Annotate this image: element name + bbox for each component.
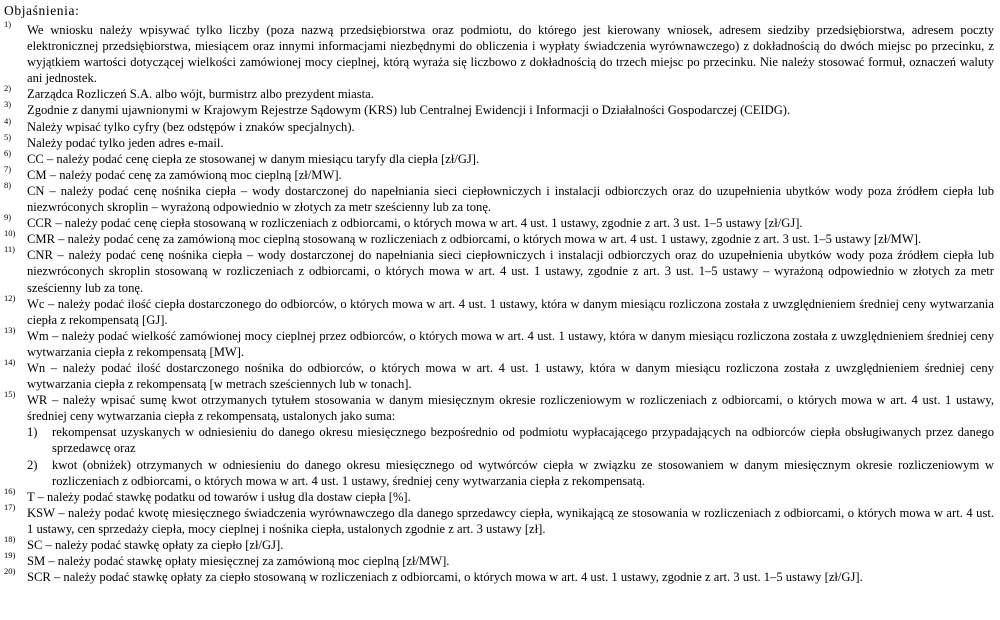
- footnote-text: SM – należy podać stawkę opłaty miesięcznej za zamówioną moc cieplną [zł/MW].: [27, 554, 450, 569]
- footnote-item: [4, 324, 994, 360]
- footnote-number: 13): [4, 324, 16, 335]
- footnote-number: 2): [4, 83, 12, 94]
- footnote-text: Wm – należy podać wielkość zamówionej mocy cieplnej przez odbiorców, o których mowa w art. 4 ust. 1 ustawy, która w danym miesiącu rozliczona została z uwzględnieniem średniej ceny wytwarzania ciepła z rekompensatą [MW].: [27, 328, 994, 359]
- footnote-number: 14): [4, 356, 16, 367]
- footnote-subitem: [27, 457, 994, 489]
- footnote-text: We wniosku należy wpisywać tylko liczby (poza nazwą przedsiębiorstwa oraz podmiotu, do którego jest kierowany wniosek, adresem siedziby przedsiębiorstwa, adresem poczty elektronicznej przedsiębiorstwa, miesiącem oraz innymi informacjami niezbędnymi do obliczenia i wypłaty świadczenia wyrównawczego) z dokładnością do dwóch miejsc po przecinku, z wyjątkiem wartości dotyczącej wielkości zamówionej mocy cieplnej, którą wyraża się liczbowo z dokładnością do trzech miejsc po przecinku. Nie należy stosować formuł, oznaczeń waluty ani jednostek.: [27, 23, 994, 86]
- footnote-number: 17): [4, 501, 16, 512]
- footnote-item: [4, 501, 994, 537]
- footnote-number: 9): [4, 212, 12, 223]
- footnote-number: 11): [4, 244, 16, 255]
- footnote-sublist: [27, 424, 994, 488]
- footnote-number: 18): [4, 534, 16, 544]
- footnote-number: 15): [4, 389, 16, 400]
- footnote-item: [4, 534, 994, 553]
- footnote-number: 16): [4, 485, 16, 496]
- subitem-text: kwot (obniżek) otrzymanych w odniesieniu do danego okresu miesięcznego od wytwórców ciepła w związku ze stosowaniem w danym miesięcznym okresie rozliczeniowym w rozliczeniach z odbiorcami, o których mowa w art. 4 ust. 1 ustawy, średniej ceny wytwarzania ciepła z rekompensatą.: [52, 457, 994, 488]
- footnote-item: [4, 115, 994, 135]
- footnote-item: [4, 566, 994, 585]
- footnote-text: Należy podać tylko jeden adres e-mail.: [27, 135, 224, 150]
- footnote-text: SC – należy podać stawkę opłaty za ciepło [zł/GJ].: [27, 538, 284, 552]
- footnote-number: 4): [4, 115, 12, 126]
- footnote-number: 1): [4, 19, 12, 29]
- footnote-text: Wc – należy podać ilość ciepła dostarczonego do odbiorców, o których mowa w art. 4 ust. 1 ustawy, która w danym miesiącu rozliczona została z uwzględnieniem średniej ceny wytwarzania ciepła z rekompensatą [GJ].: [27, 296, 994, 327]
- footnote-number: 19): [4, 550, 16, 561]
- footnote-text: WR – należy wpisać sumę kwot otrzymanych tytułem stosowania w danym miesięcznym okresie rozliczeniowym w rozliczeniach z odbiorcami, o których mowa w art. 4 ust. 1 ustawy, średniej ceny wytwarzania ciepła z rekompensatą, ustalonych jako suma:: [27, 393, 994, 424]
- footnote-text: CCR – należy podać cenę ciepła stosowaną w rozliczeniach z odbiorcami, o których mowa w art. 4 ust. 1 ustawy, zgodnie z art. 3 ust. 1–5 ustawy [zł/GJ].: [27, 216, 803, 231]
- footnote-text: T – należy podać stawkę podatku od towarów i usług dla dostaw ciepła [%].: [27, 489, 411, 504]
- footnote-item: [4, 292, 994, 328]
- footnote-text: KSW – należy podać kwotę miesięcznego świadczenia wyrównawczego dla danego sprzedawcy ciepła, wynikającą ze stosowania w rozliczeniach z odbiorcami, o których mowa w art. 4 ust. 1 ustawy, cen sprzedaży ciepła, mocy cieplnej i nośnika ciepła, ustalonych zgodnie z art. 3 ustawy [zł].: [27, 505, 994, 536]
- footnote-number: 5): [4, 131, 12, 142]
- footnote-text: CN – należy podać cenę nośnika ciepła – wody dostarczonej do napełniania sieci ciepłowniczych i instalacji odbiorczych oraz do uzupełnienia ubytków wody poza źródłem ciepła lub niezwróconych skroplin – wyrażoną odpowiednio w złotych za metr sześcienny lub za tonę.: [27, 183, 994, 215]
- footnote-text: CNR – należy podać cenę nośnika ciepła – wody dostarczonej do napełniania sieci ciepłowniczych i instalacji odbiorczych oraz do uzupełnienia ubytków wody poza źródłem ciepła lub niezwróconych skroplin stosowaną w rozliczeniach z odbiorcami, o których mowa w art. 4 ust. 1 ustawy, zgodnie z art. 3 ust. 1–5 ustawy – wyrażoną odpowiednio w złotych za metr sześcienny lub za tonę.: [27, 248, 994, 295]
- footnote-number: 10): [4, 228, 16, 239]
- footnote-item: [4, 163, 994, 183]
- footnote-text: Wn – należy podać ilość dostarczonego nośnika do odbiorców, o których mowa w art. 4 ust. 1 ustawy, która w danym miesiącu rozliczona została z uwzględnieniem średniej ceny wytwarzania ciepła z rekompensatą [w metrach sześciennych lub w tonach].: [27, 360, 994, 392]
- footnote-item: [4, 212, 994, 231]
- footnote-item: [4, 131, 994, 151]
- footnote-item: [4, 99, 994, 118]
- footnote-number: 7): [4, 163, 12, 174]
- section-title: Objaśnienia:: [4, 3, 80, 18]
- footnote-text: CM – należy podać cenę za zamówioną moc cieplną [zł/MW].: [27, 167, 342, 182]
- footnote-text: Zarządca Rozliczeń S.A. albo wójt, burmistrz albo prezydent miasta.: [27, 87, 374, 102]
- subitem-number: 2): [27, 457, 38, 472]
- subitem-number: 1): [27, 425, 38, 440]
- footnote-number: 6): [4, 147, 12, 158]
- footnote-item: [4, 244, 994, 295]
- footnote-item: [4, 485, 994, 505]
- footnote-item: [4, 19, 994, 86]
- footnote-number: 3): [4, 99, 12, 110]
- footnote-item: [4, 147, 994, 167]
- footnote-item: [4, 550, 994, 569]
- footnote-item: [4, 389, 994, 489]
- footnote-text: Należy wpisać tylko cyfry (bez odstępów i znaków specjalnych).: [27, 119, 355, 134]
- footnote-text: CMR – należy podać cenę za zamówioną moc cieplną stosowaną w rozliczeniach z odbiorcami, o których mowa w art. 4 ust. 1 ustawy, zgodnie z art. 3 ust. 1–5 ustawy [zł/MW].: [27, 232, 922, 247]
- explanations-list: [4, 19, 994, 585]
- footnote-text: Zgodnie z danymi ujawnionymi w Krajowym Rejestrze Sądowym (KRS) lub Centralnej Ewidencji i Informacji o Działalności Gospodarczej (CEIDG).: [27, 103, 791, 118]
- footnote-text: CC – należy podać cenę ciepła ze stosowanej w danym miesiącu taryfy dla ciepła [zł/GJ].: [27, 151, 480, 166]
- footnote-number: 12): [4, 292, 16, 303]
- footnote-item: [4, 228, 994, 247]
- footnote-item: [4, 83, 994, 102]
- footnote-number: 20): [4, 566, 16, 577]
- footnote-subitem: [27, 424, 994, 456]
- footnote-text: SCR – należy podać stawkę opłaty za ciepło stosowaną w rozliczeniach z odbiorcami, o których mowa w art. 4 ust. 1 ustawy, zgodnie z art. 3 ust. 1–5 ustawy [zł/GJ].: [27, 570, 863, 585]
- footnote-item: [4, 356, 994, 392]
- subitem-text: rekompensat uzyskanych w odniesieniu do danego okresu miesięcznego bezpośrednio od podmiotu wypłacającego przypadających na odbiorców ciepła obsługiwanych przez danego sprzedawcę oraz: [52, 425, 994, 456]
- footnote-item: [4, 179, 994, 215]
- footnote-number: 8): [4, 179, 12, 190]
